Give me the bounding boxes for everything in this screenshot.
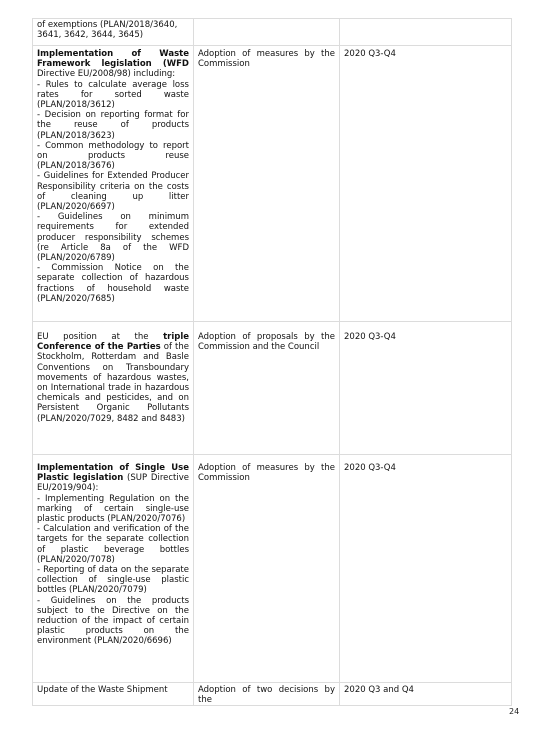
table-row (33, 46, 512, 322)
initiative-cell (33, 19, 194, 46)
table-row (33, 455, 512, 683)
table-row (33, 322, 512, 455)
timing-cell: 2020 Q3-Q4 (340, 322, 512, 455)
timing-cell: 2020 Q3-Q4 (340, 46, 512, 322)
initiative-title: Implementation of Single Use Plastic legislation (37, 463, 189, 484)
cell-text-line: 3641, 3642, 3644, 3645) (37, 30, 144, 41)
list-item: - Calculation and verification of the targets for the separate collection of plastic beverage bottles (PLAN/2020/7078) (37, 524, 189, 565)
list-item: - Guidelines on minimum requirements for extended producer responsibility schemes (re Article 8a of the WFD (PLAN/2020/6789) (37, 212, 189, 264)
action-cell: Adoption of measures by the Commission (194, 455, 340, 683)
page-number: 24 (509, 707, 520, 716)
list-item: - Decision on reporting format for the reuse of products (PLAN/2018/3623) (37, 110, 189, 141)
initiative-text: EU position at the (37, 332, 164, 342)
timing-cell: 2020 Q3-Q4 (340, 455, 512, 683)
table-row (33, 19, 512, 46)
timing-cell (340, 19, 512, 46)
table-row (33, 683, 512, 706)
initiative-cell (33, 455, 194, 683)
list-item: - Guidelines on the products subject to the Directive on the reduction of the impact of certain plastic products on the environment (PLAN/2020/6696) (37, 595, 189, 647)
action-cell: Adoption of two decisions by the (194, 683, 340, 706)
list-item: - Reporting of data on the separate collection of single-use plastic bottles (PLAN/2020/7079) (37, 565, 189, 596)
initiative-title: Implementation of Waste Framework legislation (WFD (37, 49, 189, 70)
list-item: - Common methodology to report on products reuse (PLAN/2018/3676) (37, 140, 189, 172)
list-item: - Rules to calculate average loss rates for sorted waste (PLAN/2018/3612) (37, 79, 189, 111)
list-item: - Guidelines for Extended Producer Responsibility criteria on the costs of cleaning up litter (PLAN/2020/6697) (37, 171, 189, 213)
list-item: - Implementing Regulation on the marking of certain single-use plastic products (PLAN/2020/7076) (37, 493, 189, 525)
initiative-cell (33, 46, 194, 322)
timing-cell: 2020 Q3 and Q4 (340, 683, 512, 706)
list-item: - Commission Notice on the separate collection of hazardous fractions of household waste (PLAN/2020/7685) (37, 263, 189, 304)
planning-table (32, 18, 512, 706)
initiative-title: triple Conference of the Parties (37, 332, 189, 353)
action-cell (194, 19, 340, 46)
initiative-cell (33, 322, 194, 455)
initiative-text: Directive EU/2008/98) including: (37, 69, 176, 80)
action-cell: Adoption of measures by the Commission (194, 46, 340, 322)
initiative-text: of the Stockholm, Rotterdam and Basle Conventions on Transboundary movements of hazardous wastes, on International trade in hazardous chemicals and pesticides, and on Persistent Organic Pollutants (PLAN/2020/7029, 8482 and 8483) (37, 342, 189, 424)
cell-text-line: of exemptions (PLAN/2018/3640, (37, 20, 178, 30)
initiative-cell: Update of the Waste Shipment (33, 683, 194, 706)
initiative-text: (SUP Directive EU/2019/904): (37, 473, 189, 494)
action-cell: Adoption of proposals by the Commission and the Council (194, 322, 340, 455)
